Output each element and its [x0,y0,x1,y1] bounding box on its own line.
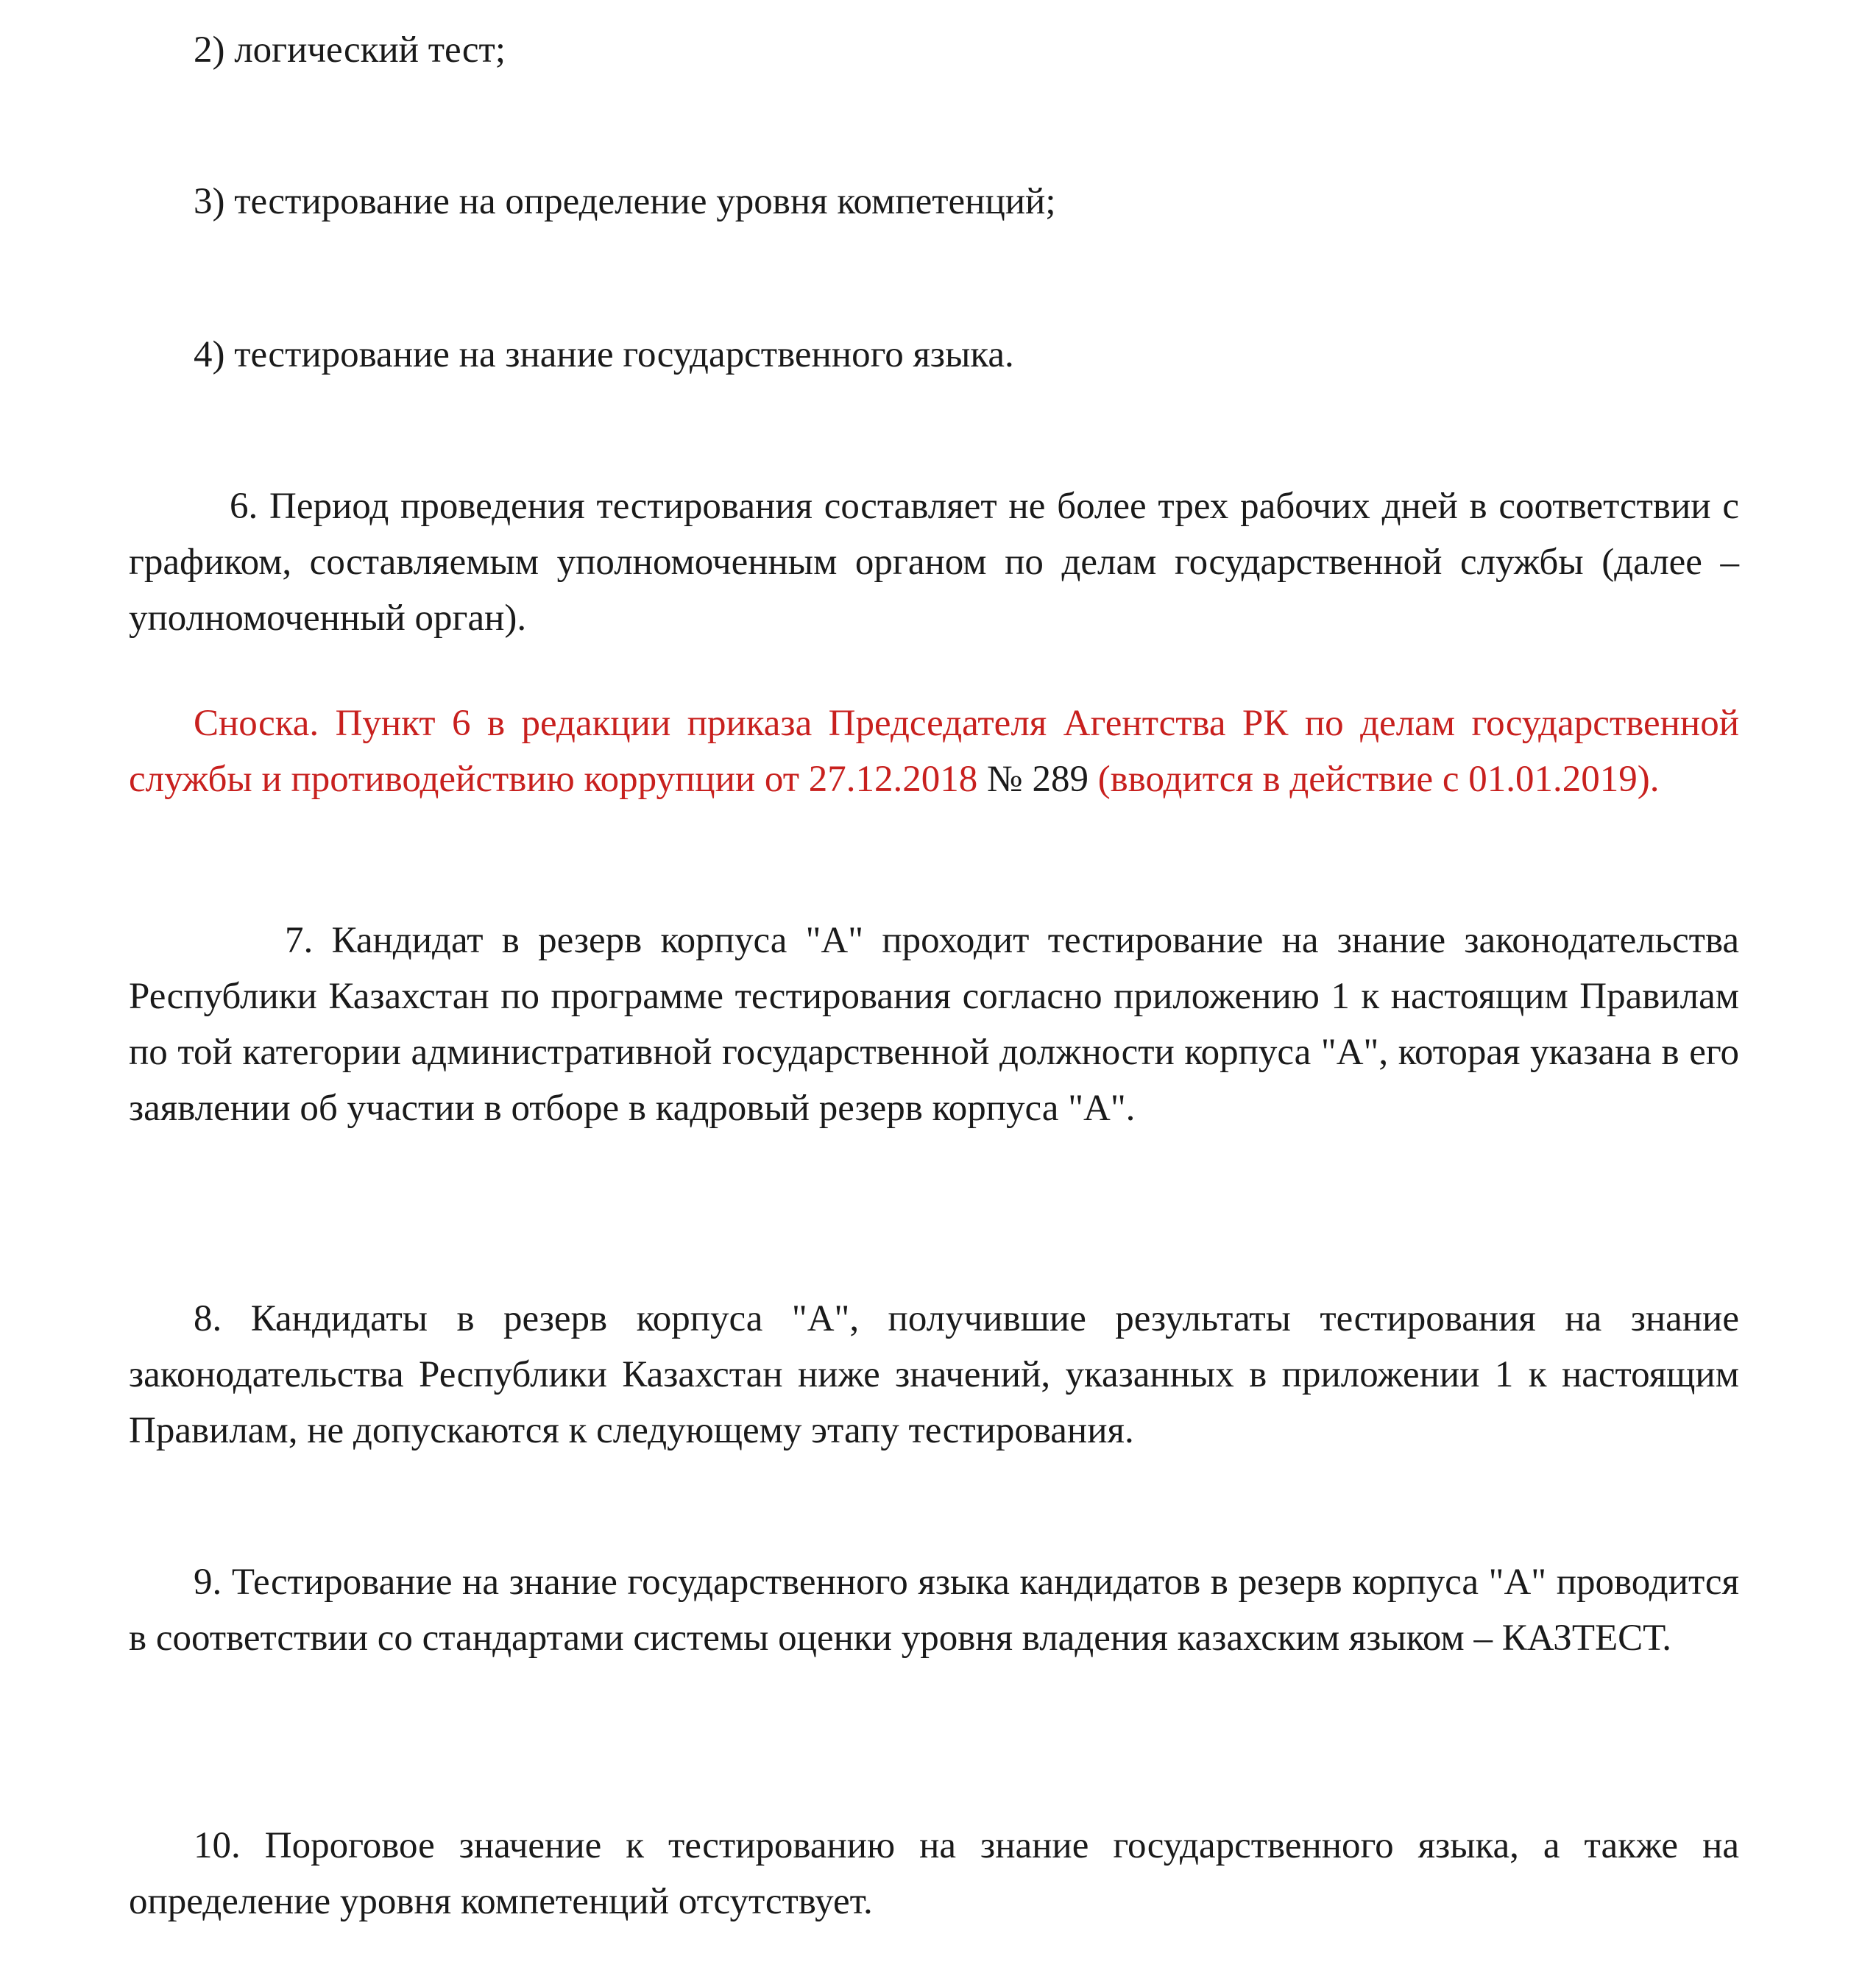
paragraph-8: 8. Кандидаты в резерв корпуса "А", получившие результаты тестирования на знание законодательства Республики Казахстан ниже значений, указанных в приложении 1 к настоящим Правилам, не допускаются к следующему этапу тестирования. [129,1298,1739,1451]
footnote-paragraph-6 [129,695,1739,807]
list-item-competency-test: 3) тестирование на определение уровня компетенций; [194,181,1056,222]
footnote-text-part2: (вводится в действие с 01.01.2019). [1088,759,1660,800]
list-item-language-test: 4) тестирование на знание государственного языка. [194,334,1014,375]
paragraph-10: 10. Пороговое значение к тестированию на знание государственного языка, а также на определение уровня компетенций отсутствует. [129,1825,1739,1922]
list-item-logic-test: 2) логический тест; [194,29,506,71]
footnote-order-number[interactable]: № 289 [987,759,1089,800]
footnote-text-part1: Сноска. Пункт 6 в редакции приказа Председателя Агентства РК по делам государственной службы и противодействию коррупции от 27.12.2018 [129,703,1739,800]
paragraph-9: 9. Тестирование на знание государственного языка кандидатов в резерв корпуса "А" проводится в соответствии со стандартами системы оценки уровня владения казахским языком – КАЗТЕСТ. [129,1562,1739,1659]
paragraph-6: 6. Период проведения тестирования составляет не более трех рабочих дней в соответствии с графиком, составляемым уполномоченным органом по делам государственной службы (далее – уполномоченный орган). [129,486,1739,639]
paragraph-7: 7. Кандидат в резерв корпуса "А" проходит тестирование на знание законодательства Республики Казахстан по программе тестирования согласно приложению 1 к настоящим Правилам по той категории административной государственной должности корпуса "А", которая указана в его заявлении об участии в отборе в кадровый резерв корпуса "А". [129,920,1739,1129]
